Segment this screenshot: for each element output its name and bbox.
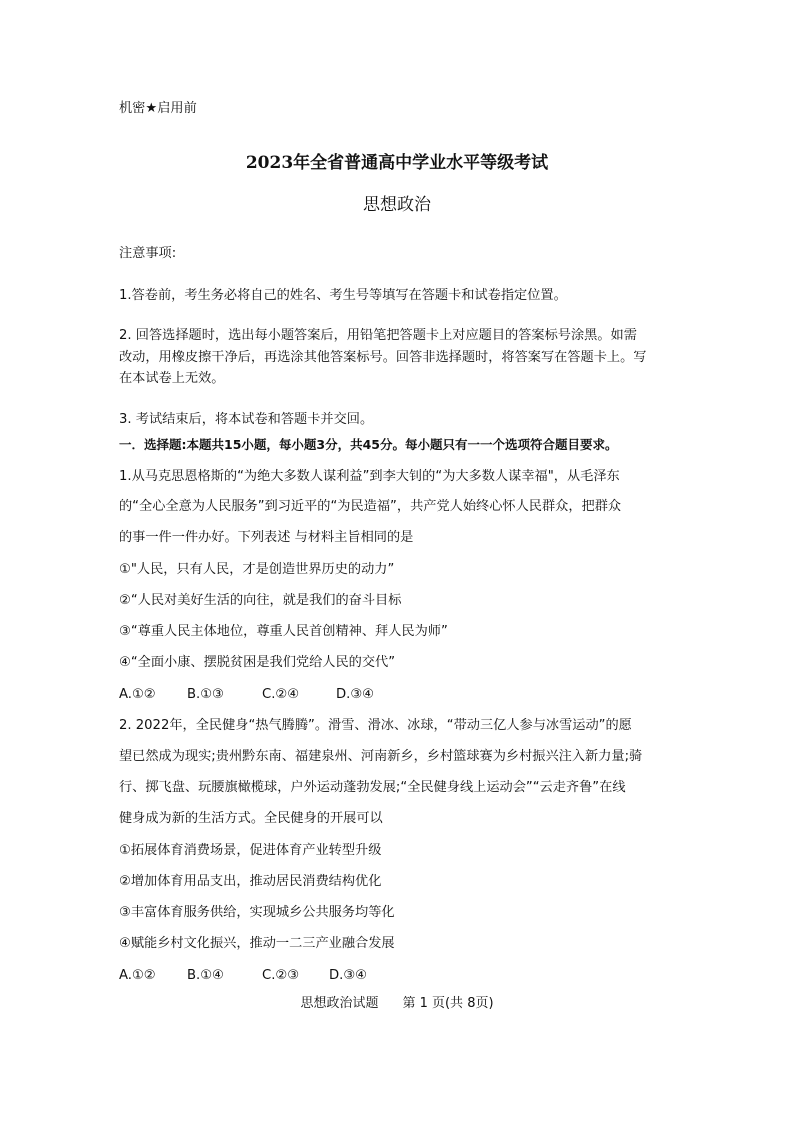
note-2-line-3: 在本试卷上无效。 <box>119 371 225 386</box>
q1-statement-3: ③“尊重人民主体地位，尊重人民首创精神、拜人民为师” <box>119 624 448 639</box>
q2-statement-4: ④赋能乡村文化振兴，推动一二三产业融合发展 <box>119 936 395 951</box>
q2-option-d[interactable]: D.③④ <box>329 968 367 983</box>
q1-option-a[interactable]: A.①② <box>119 687 156 702</box>
q2-stem-line-1: 2. 2022年，全民健身“热气腾腾”。滑雪、滑冰、冰球，“带动三亿人参与冰雪运动”的愿 <box>119 718 632 733</box>
q1-statement-1: ①"人民，只有人民，才是创造世界历史的动力” <box>119 562 395 577</box>
q2-option-b[interactable]: B.①④ <box>187 968 224 983</box>
q2-statement-3: ③丰富体育服务供给，实现城乡公共服务均等化 <box>119 905 395 920</box>
q1-stem-line-3: 的事一件一件办好。下列表述 与材料主旨相同的是 <box>119 530 414 545</box>
footer-page-number: 第 1 页(共 8页) <box>402 996 494 1011</box>
q2-option-c[interactable]: C.②③ <box>262 968 300 983</box>
section-1-heading: 一．选择题:本题共15小题，每小题3分，共45分。每小题只有一一个选项符合题目要求。 <box>119 437 618 452</box>
q2-stem-line-2: 望已然成为现实;贵州黔东南、福建泉州、河南新乡，乡村篮球赛为乡村振兴注入新力量;骑 <box>119 749 643 764</box>
q1-stem-line-2: 的“全心全意为人民服务”到习近平的“为民造福”，共产党人始终心怀人民群众，把群众 <box>119 499 622 514</box>
footer-exam-name: 思想政治试题 <box>300 996 379 1011</box>
exam-title: 2023年全省普通高中学业水平等级考试 <box>245 153 549 173</box>
q1-statement-4: ④“全面小康、摆脱贫困是我们党给人民的交代” <box>119 655 396 670</box>
q1-option-c[interactable]: C.②④ <box>262 687 300 702</box>
q1-option-b[interactable]: B.①③ <box>187 687 224 702</box>
q2-stem-line-4: 健身成为新的生活方式。全民健身的开展可以 <box>119 811 383 826</box>
page-footer <box>0 992 794 1011</box>
q2-stem-line-3: 行、掷飞盘、玩腰旗橄榄球，户外运动蓬勃发展;“全民健身线上运动会”“云走齐鲁”在线 <box>119 780 626 795</box>
q2-option-a[interactable]: A.①② <box>119 968 156 983</box>
note-1: 1.答卷前，考生务必将自己的姓名、考生号等填写在答题卡和试卷指定位置。 <box>119 288 567 303</box>
q2-statement-2: ②增加体育用品支出，推动居民消费结构优化 <box>119 874 382 889</box>
confidential-mark: 机密★启用前 <box>119 101 197 116</box>
q1-options <box>119 686 374 704</box>
q2-statement-1: ①拓展体育消费场景，促进体育产业转型升级 <box>119 843 382 858</box>
note-3: 3. 考试结束后，将本试卷和答题卡并交回。 <box>119 412 374 427</box>
q1-stem-line-1: 1.从马克思恩格斯的“为绝大多数人谋利益”到李大钊的“为大多数人谋幸福"，从毛泽东 <box>119 469 620 484</box>
note-2-line-1: 2. 回答选择题时，选出每小题答案后，用铅笔把答题卡上对应题目的答案标号涂黑。如需 <box>119 328 637 343</box>
q1-statement-2: ②“人民对美好生活的向往，就是我们的奋斗目标 <box>119 593 402 608</box>
q2-options <box>119 967 367 985</box>
notes-heading: 注意事项: <box>119 246 177 261</box>
note-2-line-2: 改动，用橡皮擦干净后，再选涂其他答案标号。回答非选择题时，将答案写在答题卡上。写 <box>119 350 647 365</box>
q1-option-d[interactable]: D.③④ <box>336 687 374 702</box>
exam-subject: 思想政治 <box>363 195 431 215</box>
